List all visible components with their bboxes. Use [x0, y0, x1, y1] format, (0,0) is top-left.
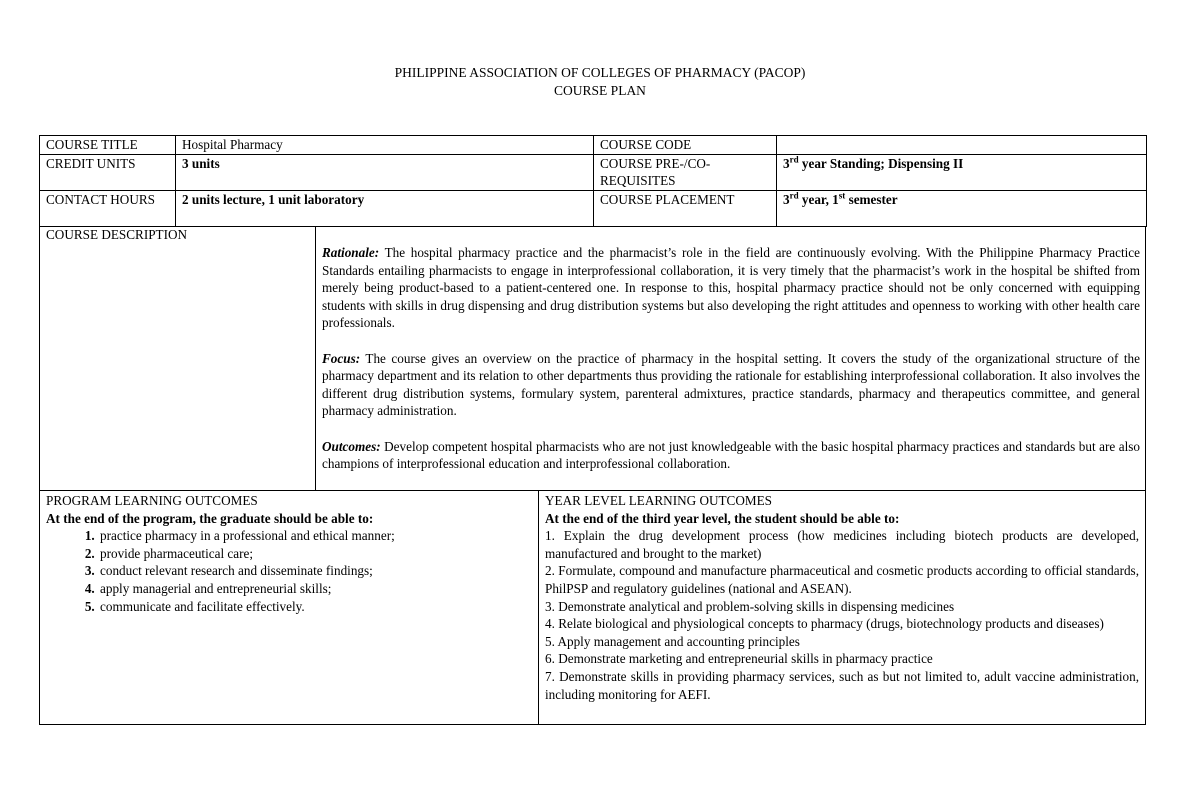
- contact-hours-value: 2 units lecture, 1 unit laboratory: [176, 190, 594, 226]
- course-description-label: COURSE DESCRIPTION: [46, 227, 188, 242]
- document-type-title: COURSE PLAN: [554, 83, 646, 98]
- outcomes-lead: Outcomes:: [322, 438, 381, 454]
- prerequisites-label: COURSE PRE-/CO-REQUISITES: [594, 154, 777, 190]
- course-title-value: Hospital Pharmacy: [176, 136, 594, 155]
- focus-text: The course gives an overview on the practice of pharmacy in the hospital setting. It covers the study of the organizational structure of the pharmacy department and its relation to other departments thus providing the rationale for establishing interprofessional collaboration. It also involves the different drug distribution systems, formulary system, parenteral admixtures, practice standards, pharmacy and therapeutics committee, and general pharmacy administration.: [322, 350, 1140, 419]
- prereq-ordinal-suffix: rd: [789, 154, 799, 165]
- description-divider: [315, 226, 316, 490]
- list-item: 7. Demonstrate skills in providing pharmacy services, such as but not limited to, adult vaccine administration, including monitoring for AEFI.: [545, 668, 1139, 702]
- rationale-text: The hospital pharmacy practice and the pharmacist’s role in the field are continuously evolving. With the Philippine Pharmacy Practice Standards entailing pharmacists to engage in interprofessional collaboration, it is very timely that the pharmacist’s work in the hospital be shifted from merely being product-based to a patient-centered one. In response to this, hospital pharmacy practice should not be only concerned with equipping students with skills in drug dispensing and drug distribution systems but also developing the right attitudes and openness to working with other health care professionals.: [322, 245, 1140, 331]
- list-item: 4. apply managerial and entrepreneurial skills;: [98, 580, 532, 598]
- prerequisites-value: [777, 154, 1147, 190]
- rationale-lead: Rationale:: [322, 245, 380, 260]
- list-item: 2. Formulate, compound and manufacture pharmaceutical and cosmetic products according to official standards, PhilPSP and regulatory guidelines (national and ASEAN).: [545, 563, 1139, 596]
- list-item: 5. communicate and facilitate effectively.: [98, 598, 532, 616]
- year-outcomes-heading: YEAR LEVEL LEARNING OUTCOMES: [545, 493, 772, 508]
- table-row: [40, 190, 1147, 226]
- outcomes-text: Develop competent hospital pharmacists who are not just knowledgeable with the basic hospital pharmacy practices and standards but are also champions of interprofessional education and interprofessional collaboration.: [322, 438, 1140, 472]
- list-item: 6. Demonstrate marketing and entrepreneurial skills in pharmacy practice: [545, 651, 933, 667]
- learning-outcomes-section: [39, 490, 1146, 725]
- course-description-text: [322, 244, 1140, 473]
- list-item: 1. Explain the drug development process (how medicines including biotech products are developed, manufactured and brought to the market): [545, 528, 1139, 561]
- list-item: 4. Relate biological and physiological concepts to pharmacy (drugs, biotechnology products and diseases): [545, 616, 1104, 632]
- program-learning-outcomes: [46, 492, 532, 615]
- course-placement-label: COURSE PLACEMENT: [594, 190, 777, 226]
- focus-lead: Focus:: [322, 350, 361, 366]
- program-outcomes-list: [46, 527, 532, 615]
- credit-units-label: CREDIT UNITS: [40, 154, 176, 190]
- course-title-label: COURSE TITLE: [40, 136, 176, 155]
- list-item: 3. conduct relevant research and disseminate findings;: [98, 562, 532, 580]
- course-placement-value: [777, 190, 1147, 226]
- course-info-table: [39, 135, 1147, 227]
- placement-ordinal-suffix: rd: [789, 190, 799, 201]
- list-item: 5. Apply management and accounting principles: [545, 633, 800, 649]
- placement-mid: year, 1: [798, 191, 839, 207]
- outcomes-divider: [538, 491, 539, 724]
- table-row: [40, 136, 1147, 155]
- document-org-title: PHILIPPINE ASSOCIATION OF COLLEGES OF PHARMACY (PACOP): [394, 65, 806, 80]
- year-outcomes-intro: At the end of the third year level, the student should be able to:: [545, 510, 900, 526]
- list-item: 3. Demonstrate analytical and problem-solving skills in dispensing medicines: [545, 598, 955, 614]
- program-outcomes-heading: PROGRAM LEARNING OUTCOMES: [46, 493, 258, 508]
- table-row: [40, 154, 1147, 190]
- year-level-learning-outcomes: [545, 492, 1139, 703]
- course-code-label: COURSE CODE: [594, 136, 777, 155]
- prereq-ordinal: 3: [783, 155, 790, 171]
- outcomes-paragraph: [322, 438, 1140, 473]
- focus-paragraph: [322, 350, 1140, 420]
- credit-units-value: 3 units: [176, 154, 594, 190]
- contact-hours-label: CONTACT HOURS: [40, 190, 176, 226]
- course-description-section: [39, 226, 1146, 491]
- list-item: 1. practice pharmacy in a professional and ethical manner;: [98, 527, 532, 545]
- course-code-value: [777, 136, 1147, 155]
- rationale-paragraph: [322, 244, 1140, 332]
- placement-semester-suffix: st: [838, 190, 846, 201]
- list-item: 2. provide pharmaceutical care;: [98, 545, 532, 563]
- placement-rest: semester: [845, 191, 898, 207]
- prereq-rest: year Standing; Dispensing II: [798, 155, 964, 171]
- program-outcomes-intro: At the end of the program, the graduate should be able to:: [46, 510, 374, 526]
- placement-ordinal: 3: [783, 191, 790, 207]
